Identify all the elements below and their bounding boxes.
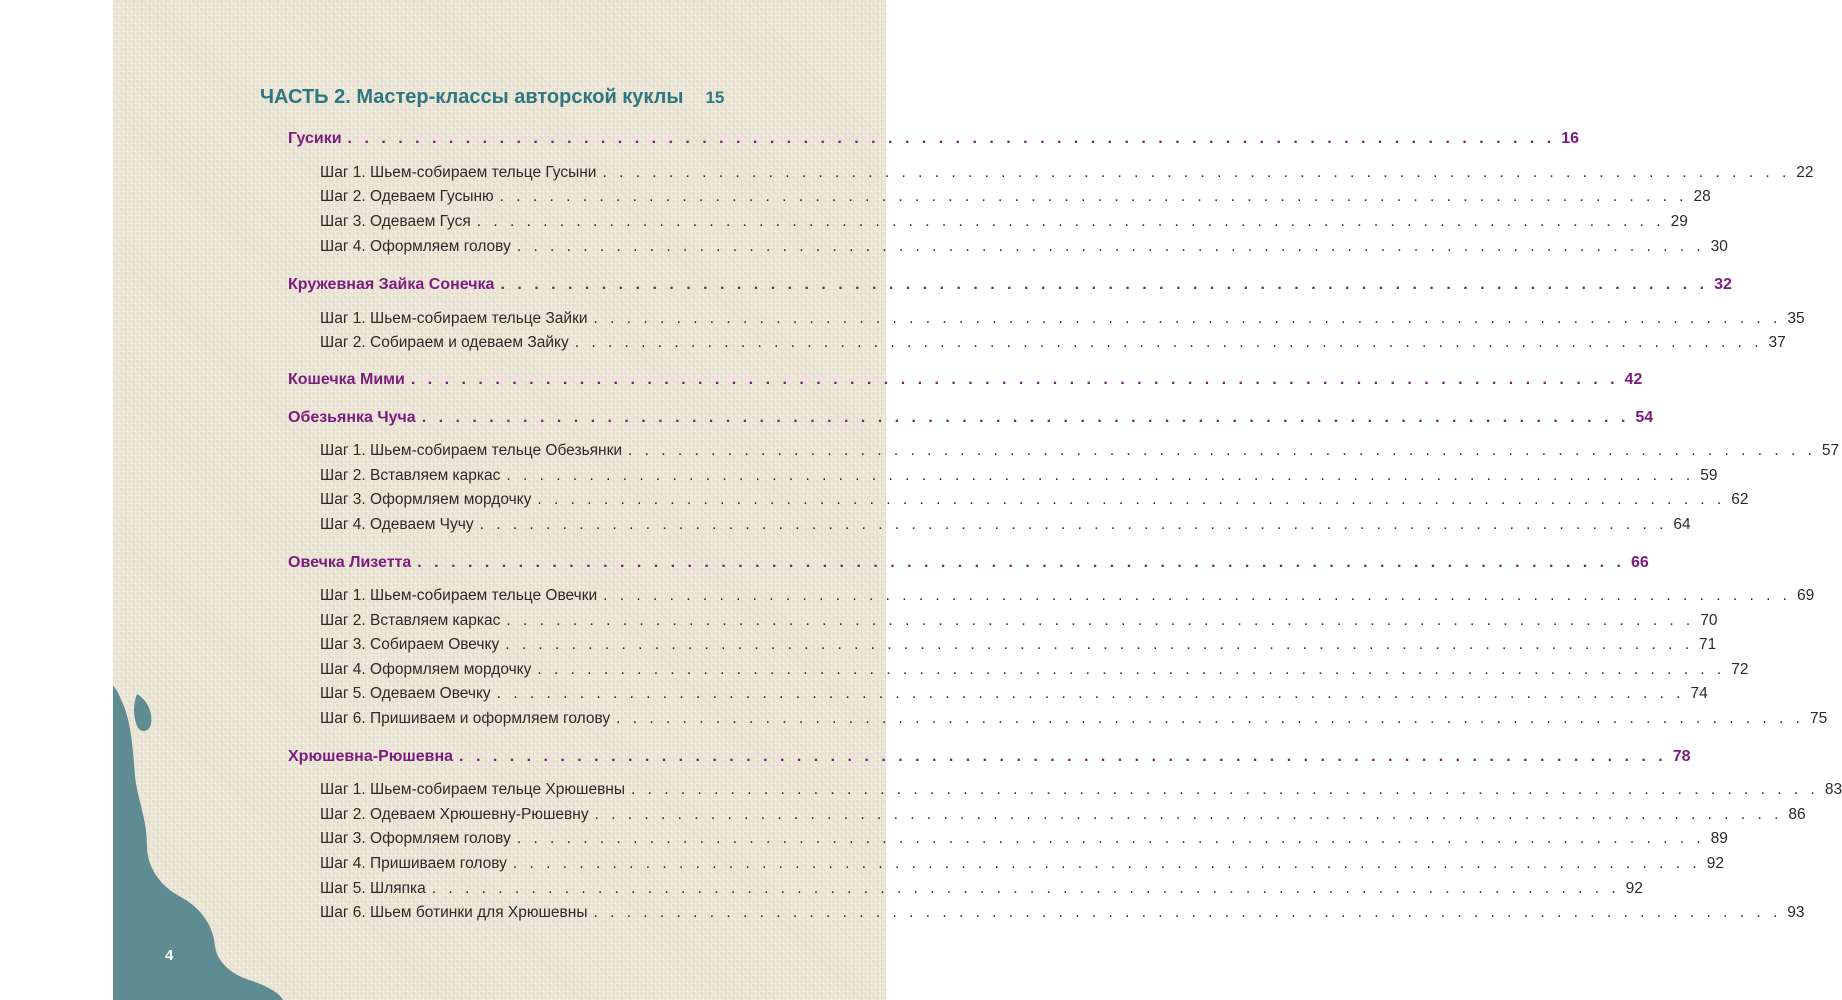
step-page-number: 89: [1710, 830, 1728, 847]
toc-chapter[interactable]: [288, 130, 1580, 148]
chapter-title: Кружевная Зайка Сонечка: [288, 276, 495, 293]
step-title: Шаг 1. Шьем-собираем тельце Овечки: [320, 587, 598, 604]
chapter-page-number: 78: [1672, 748, 1691, 765]
step-page-number: 62: [1731, 491, 1749, 508]
step-title: Шаг 4. Оформляем голову: [320, 238, 511, 255]
dot-leader: . . . . . . . . . . . . . . . . . . . . . . . . . . . . . . . . . . . . . . . . . . . . . . . . . . . . . . . . . . . . . . . . . . . . . . . .: [496, 685, 1685, 702]
step-page-number: 30: [1710, 238, 1728, 255]
chapter-title: Овечка Лизетта: [288, 554, 412, 571]
step-page-number: 69: [1797, 587, 1815, 604]
step-title: Шаг 3. Собираем Овечку: [320, 636, 500, 653]
step-title: Шаг 5. Одеваем Овечку: [320, 685, 491, 702]
step-title: Шаг 2. Одеваем Хрюшевну-Рюшевну: [320, 806, 589, 823]
step-page-number: 92: [1625, 880, 1643, 897]
dot-leader: . . . . . . . . . . . . . . . . . . . . . . . . . . . . . . . . . . . . . . . . . . . . . . . . . . . . . . . . . . . . . . . . . . . . . . . .: [516, 238, 1705, 255]
dot-leader: . . . . . . . . . . . . . . . . . . . . . . . . . . . . . . . . . . . . . . . . . . . . . . . . . . . . . . . . . . . . . . . . . . . . . . . .: [431, 880, 1620, 897]
dot-leader: . . . . . . . . . . . . . . . . . . . . . . . . . . . . . . . . . . . . . . . . . . . . . . . . . . . . . . . . . . . . . . . . . . . . . . . .: [347, 130, 1556, 147]
dot-leader: . . . . . . . . . . . . . . . . . . . . . . . . . . . . . . . . . . . . . . . . . . . . . . . . . . . . . . . . . . . . . . . . . . . . . . . .: [537, 491, 1726, 508]
chapter-page-number: 16: [1561, 130, 1580, 147]
step-title: Шаг 4. Одеваем Чучу: [320, 516, 474, 533]
step-title: Шаг 3. Одеваем Гуся: [320, 213, 471, 230]
step-page-number: 74: [1690, 685, 1708, 702]
step-title: Шаг 4. Пришиваем голову: [320, 855, 507, 872]
dot-leader: . . . . . . . . . . . . . . . . . . . . . . . . . . . . . . . . . . . . . . . . . . . . . . . . . . . . . . . . . . . . . . . . . . . . . . . .: [459, 748, 1667, 765]
toc-step[interactable]: [320, 710, 1828, 728]
toc-step[interactable]: [320, 516, 1691, 534]
step-title: Шаг 2. Вставляем каркас: [320, 612, 501, 629]
toc-step[interactable]: [320, 467, 1718, 485]
part-heading: [260, 86, 738, 109]
toc-chapter[interactable]: [288, 554, 1649, 572]
toc-step[interactable]: [320, 781, 1842, 799]
step-title: Шаг 3. Оформляем мордочку: [320, 491, 532, 508]
chapter-title: Обезьянка Чуча: [288, 409, 416, 426]
toc-step[interactable]: [320, 164, 1814, 182]
toc-step[interactable]: [320, 661, 1749, 679]
dot-leader: . . . . . . . . . . . . . . . . . . . . . . . . . . . . . . . . . . . . . . . . . . . . . . . . . . . . . . . . . . . . . . . . . . . . . . . .: [593, 904, 1782, 921]
step-page-number: 57: [1821, 442, 1840, 459]
step-title: Шаг 1. Шьем-собираем тельце Гусыни: [320, 164, 597, 181]
toc-chapter[interactable]: [288, 409, 1654, 427]
dot-leader: . . . . . . . . . . . . . . . . . . . . . . . . . . . . . . . . . . . . . . . . . . . . . . . . . . . . . . . . . . . . . . . . . . . . . . . .: [574, 334, 1763, 351]
toc-step[interactable]: [320, 238, 1728, 256]
step-page-number: 64: [1673, 516, 1691, 533]
dot-leader: . . . . . . . . . . . . . . . . . . . . . . . . . . . . . . . . . . . . . . . . . . . . . . . . . . . . . . . . . . . . . . . . . . . . . . . .: [410, 371, 1619, 388]
chapter-title: Гусики: [288, 130, 342, 147]
step-page-number: 72: [1731, 661, 1749, 678]
step-page-number: 59: [1700, 467, 1718, 484]
toc-step[interactable]: [320, 612, 1718, 630]
part-title: ЧАСТЬ 2. Мастер-классы авторской куклы: [260, 86, 684, 108]
toc-step[interactable]: [320, 636, 1717, 654]
toc-chapter[interactable]: [288, 371, 1643, 389]
dot-leader: . . . . . . . . . . . . . . . . . . . . . . . . . . . . . . . . . . . . . . . . . . . . . . . . . . . . . . . . . . . . . . . . . . . . . . . .: [537, 661, 1726, 678]
chapter-page-number: 66: [1630, 554, 1649, 571]
step-page-number: 70: [1700, 612, 1718, 629]
dot-leader: . . . . . . . . . . . . . . . . . . . . . . . . . . . . . . . . . . . . . . . . . . . . . . . . . . . . . . . . . . . . . . . . . . . . . . . .: [631, 781, 1819, 798]
step-page-number: 35: [1787, 310, 1805, 327]
toc-step[interactable]: [320, 904, 1805, 922]
step-title: Шаг 3. Оформляем голову: [320, 830, 511, 847]
toc-step[interactable]: [320, 310, 1805, 328]
toc-step[interactable]: [320, 188, 1711, 206]
dot-leader: . . . . . . . . . . . . . . . . . . . . . . . . . . . . . . . . . . . . . . . . . . . . . . . . . . . . . . . . . . . . . . . . . . . . . . . .: [603, 587, 1791, 604]
toc-step[interactable]: [320, 213, 1688, 231]
step-page-number: 71: [1699, 636, 1717, 653]
toc-step[interactable]: [320, 880, 1643, 898]
toc-step[interactable]: [320, 442, 1840, 460]
part-page-number: 15: [705, 88, 725, 107]
dot-leader: . . . . . . . . . . . . . . . . . . . . . . . . . . . . . . . . . . . . . . . . . . . . . . . . . . . . . . . . . . . . . . . . . . . . . . . .: [499, 188, 1688, 205]
step-page-number: 75: [1809, 710, 1828, 727]
toc-step[interactable]: [320, 491, 1749, 509]
dot-leader: . . . . . . . . . . . . . . . . . . . . . . . . . . . . . . . . . . . . . . . . . . . . . . . . . . . . . . . . . . . . . . . . . . . . . . . .: [594, 806, 1783, 823]
splash-shape: [113, 686, 283, 1000]
step-page-number: 93: [1787, 904, 1805, 921]
chapter-page-number: 42: [1624, 371, 1643, 388]
step-title: Шаг 1. Шьем-собираем тельце Хрюшевны: [320, 781, 625, 798]
page-number: 4: [165, 947, 174, 964]
chapter-title: Хрюшевна-Рюшевна: [288, 748, 454, 765]
step-title: Шаг 4. Оформляем мордочку: [320, 661, 532, 678]
dot-leader: . . . . . . . . . . . . . . . . . . . . . . . . . . . . . . . . . . . . . . . . . . . . . . . . . . . . . . . . . . . . . . . . . . . . . . . .: [593, 310, 1782, 327]
chapter-page-number: 32: [1714, 276, 1732, 293]
dot-leader: . . . . . . . . . . . . . . . . . . . . . . . . . . . . . . . . . . . . . . . . . . . . . . . . . . . . . . . . . . . . . . . . . . . . . . . .: [505, 636, 1694, 653]
dot-leader: . . . . . . . . . . . . . . . . . . . . . . . . . . . . . . . . . . . . . . . . . . . . . . . . . . . . . . . . . . . . . . . . . . . . . . . .: [512, 855, 1701, 872]
step-page-number: 22: [1796, 164, 1814, 181]
toc-step[interactable]: [320, 334, 1786, 352]
toc-chapter[interactable]: [288, 276, 1732, 294]
step-page-number: 83: [1824, 781, 1842, 798]
toc-step[interactable]: [320, 685, 1708, 703]
dot-leader: . . . . . . . . . . . . . . . . . . . . . . . . . . . . . . . . . . . . . . . . . . . . . . . . . . . . . . . . . . . . . . . . . . . . . . . .: [417, 554, 1625, 571]
dot-leader: . . . . . . . . . . . . . . . . . . . . . . . . . . . . . . . . . . . . . . . . . . . . . . . . . . . . . . . . . . . . . . . . . . . . . . . .: [476, 213, 1665, 230]
step-page-number: 86: [1788, 806, 1806, 823]
step-page-number: 37: [1768, 334, 1786, 351]
step-title: Шаг 6. Шьем ботинки для Хрюшевны: [320, 904, 588, 921]
step-page-number: 29: [1670, 213, 1688, 230]
dot-leader: . . . . . . . . . . . . . . . . . . . . . . . . . . . . . . . . . . . . . . . . . . . . . . . . . . . . . . . . . . . . . . . . . . . . . . . .: [516, 830, 1705, 847]
step-page-number: 28: [1693, 188, 1711, 205]
step-title: Шаг 1. Шьем-собираем тельце Обезьянки: [320, 442, 623, 459]
step-page-number: 92: [1706, 855, 1724, 872]
step-title: Шаг 2. Вставляем каркас: [320, 467, 501, 484]
chapter-page-number: 54: [1635, 409, 1654, 426]
toc-step[interactable]: [320, 806, 1806, 824]
step-title: Шаг 6. Пришиваем и оформляем голову: [320, 710, 611, 727]
dot-leader: . . . . . . . . . . . . . . . . . . . . . . . . . . . . . . . . . . . . . . . . . . . . . . . . . . . . . . . . . . . . . . . . . . . . . . . .: [479, 516, 1668, 533]
toc-step[interactable]: [320, 855, 1724, 873]
chapter-title: Кошечка Мими: [288, 371, 405, 388]
dot-leader: . . . . . . . . . . . . . . . . . . . . . . . . . . . . . . . . . . . . . . . . . . . . . . . . . . . . . . . . . . . . . . . . . . . . . . . .: [616, 710, 1804, 727]
step-title: Шаг 5. Шляпка: [320, 880, 426, 897]
step-title: Шаг 2. Собираем и одеваем Зайку: [320, 334, 569, 351]
toc-step[interactable]: [320, 587, 1815, 605]
step-title: Шаг 2. Одеваем Гусыню: [320, 188, 494, 205]
toc-chapter[interactable]: [288, 748, 1691, 766]
dot-leader: . . . . . . . . . . . . . . . . . . . . . . . . . . . . . . . . . . . . . . . . . . . . . . . . . . . . . . . . . . . . . . . . . . . . . . . .: [506, 612, 1695, 629]
dot-leader: . . . . . . . . . . . . . . . . . . . . . . . . . . . . . . . . . . . . . . . . . . . . . . . . . . . . . . . . . . . . . . . . . . . . . . . .: [421, 409, 1630, 426]
step-title: Шаг 1. Шьем-собираем тельце Зайки: [320, 310, 588, 327]
dot-leader: . . . . . . . . . . . . . . . . . . . . . . . . . . . . . . . . . . . . . . . . . . . . . . . . . . . . . . . . . . . . . . . . . . . . . . . .: [628, 442, 1816, 459]
splash-drip: [134, 694, 151, 731]
dot-leader: . . . . . . . . . . . . . . . . . . . . . . . . . . . . . . . . . . . . . . . . . . . . . . . . . . . . . . . . . . . . . . . . . . . . . . . .: [602, 164, 1791, 181]
toc-step[interactable]: [320, 830, 1728, 848]
dot-leader: . . . . . . . . . . . . . . . . . . . . . . . . . . . . . . . . . . . . . . . . . . . . . . . . . . . . . . . . . . . . . . . . . . . . . . . .: [506, 467, 1695, 484]
dot-leader: . . . . . . . . . . . . . . . . . . . . . . . . . . . . . . . . . . . . . . . . . . . . . . . . . . . . . . . . . . . . . . . . . . . . . . . .: [500, 276, 1709, 293]
